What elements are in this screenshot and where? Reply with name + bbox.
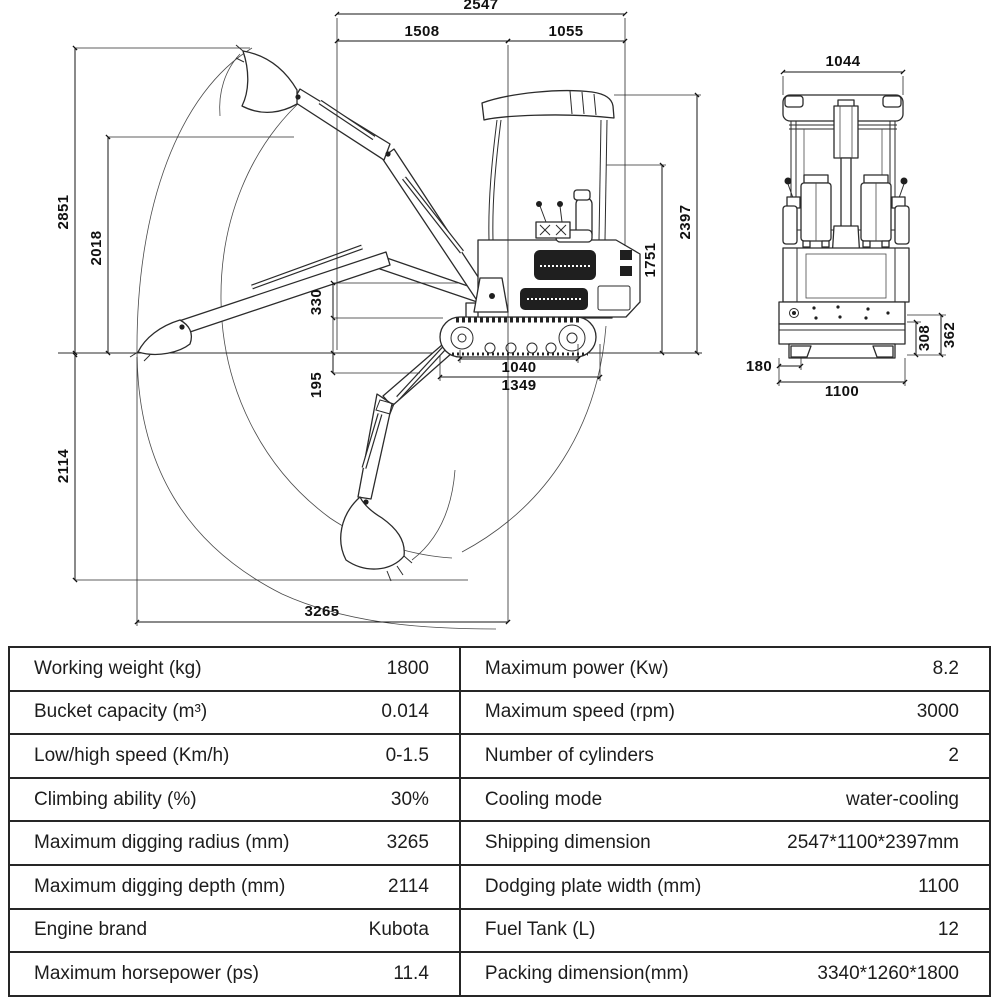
spec-value: 11.4 <box>310 952 460 996</box>
spec-value: 3340*1260*1800 <box>763 952 990 996</box>
spec-row <box>9 821 990 865</box>
spec-value: 8.2 <box>763 647 990 691</box>
spec-row <box>9 909 990 953</box>
dim-blade-height: 308 <box>916 324 933 352</box>
spec-grid <box>8 646 991 997</box>
seat-and-controls <box>536 190 592 242</box>
spec-label: Maximum digging depth (mm) <box>9 865 310 909</box>
spec-value: 2 <box>763 734 990 778</box>
spec-row <box>9 778 990 822</box>
spec-value: 1100 <box>763 865 990 909</box>
track-assembly <box>440 317 596 357</box>
dim-overall-length: 2547 <box>463 0 499 13</box>
boom-foot-bracket <box>474 278 508 312</box>
dim-max-dumping-height: 2018 <box>88 230 105 266</box>
dim-front-length: 1508 <box>404 23 440 40</box>
spec-label: Engine brand <box>9 909 310 953</box>
spec-label: Working weight (kg) <box>9 647 310 691</box>
spec-row <box>9 865 990 909</box>
spec-value: 3000 <box>763 691 990 735</box>
spec-value: 30% <box>310 778 460 822</box>
dim-max-cutting-height: 2851 <box>55 194 72 230</box>
spec-label: Bucket capacity (m³) <box>9 691 310 735</box>
dim-max-digging-radius: 3265 <box>304 603 340 620</box>
dim-track-overall-width: 1100 <box>824 383 860 400</box>
spec-label: Cooling mode <box>460 778 763 822</box>
spec-label: Fuel Tank (L) <box>460 909 763 953</box>
dim-blade-below-ground: 195 <box>308 371 325 399</box>
dim-chassis-height: 362 <box>941 321 958 349</box>
spec-table <box>8 646 991 997</box>
dim-track-overall-length: 1349 <box>501 377 537 394</box>
spec-label: Maximum horsepower (ps) <box>9 952 310 996</box>
rear-mid-body <box>783 248 909 302</box>
dim-overall-height: 2397 <box>677 204 694 240</box>
spec-label: Number of cylinders <box>460 734 763 778</box>
dim-max-digging-depth: 2114 <box>55 448 72 484</box>
dim-blade-above-ground: 330 <box>308 288 325 316</box>
spec-label: Low/high speed (Km/h) <box>9 734 310 778</box>
dim-track-shoe-width: 180 <box>745 358 773 375</box>
rear-blade-undercarriage <box>779 324 905 358</box>
dim-upper-width: 1044 <box>825 53 861 70</box>
dim-track-contact-length: 1040 <box>501 359 537 376</box>
spec-label: Maximum power (Kw) <box>460 647 763 691</box>
spec-row <box>9 691 990 735</box>
rear-deck <box>779 302 905 324</box>
spec-value: Kubota <box>310 909 460 953</box>
spec-value: 0.014 <box>310 691 460 735</box>
bucket-raised <box>242 51 297 112</box>
spec-label: Packing dimension(mm) <box>460 952 763 996</box>
spec-label: Maximum speed (rpm) <box>460 691 763 735</box>
spec-row <box>9 952 990 996</box>
spec-value: 1800 <box>310 647 460 691</box>
spec-value: 0-1.5 <box>310 734 460 778</box>
spec-label: Shipping dimension <box>460 821 763 865</box>
dim-canopy-inner-height: 1751 <box>642 242 659 278</box>
dim-rear-length: 1055 <box>548 23 584 40</box>
spec-value: water-cooling <box>763 778 990 822</box>
spec-value: 3265 <box>310 821 460 865</box>
bucket-digging <box>341 497 405 569</box>
spec-value: 12 <box>763 909 990 953</box>
spec-label: Maximum digging radius (mm) <box>9 821 310 865</box>
spec-value: 2547*1100*2397mm <box>763 821 990 865</box>
rear-view-machine <box>779 95 909 358</box>
spec-value: 2114 <box>310 865 460 909</box>
spec-label: Climbing ability (%) <box>9 778 310 822</box>
canopy <box>482 91 614 240</box>
spec-row <box>9 734 990 778</box>
spec-row <box>9 647 990 691</box>
spec-label: Dodging plate width (mm) <box>460 865 763 909</box>
side-view-machine <box>440 91 640 357</box>
